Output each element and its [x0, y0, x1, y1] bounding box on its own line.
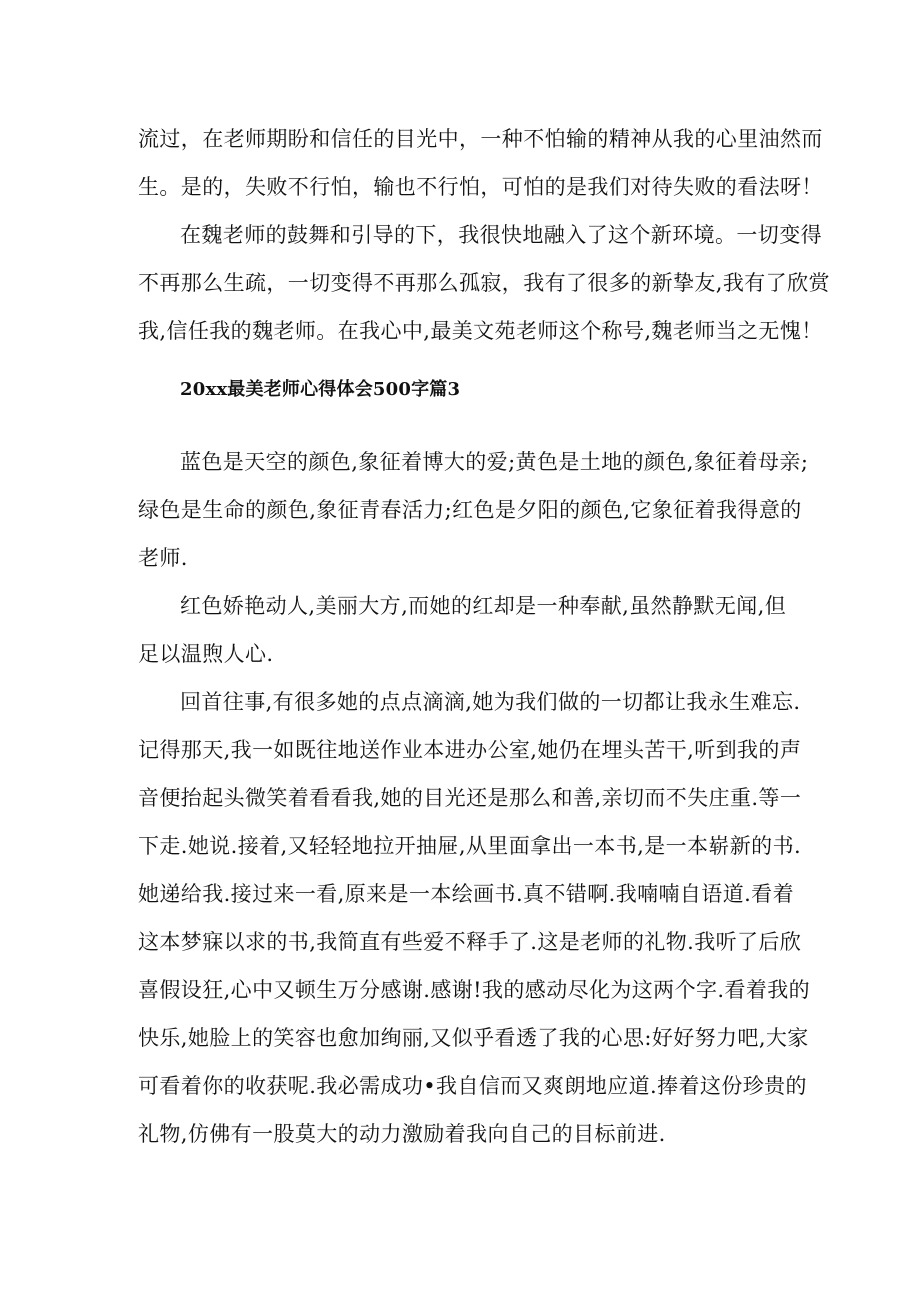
paragraph-line: 我,信任我的魏老师。在我心中,最美文苑老师这个称号,魏老师当之无愧！	[138, 319, 823, 343]
paragraph-line: 这本梦寐以求的书,我简直有些爱不释手了.这是老师的礼物.我听了后欣	[138, 930, 802, 954]
paragraph-line: 记得那天,我一如既往地送作业本进办公室,她仍在埋头苦干,听到我的声	[138, 738, 802, 762]
paragraph-line: 红色娇艳动人,美丽大方,而她的红却是一种奉献,虽然静默无闻,但	[180, 594, 787, 618]
section-heading: 20xx最美老师心得体会500字篇3	[180, 379, 461, 400]
paragraph-line: 足以温煦人心.	[138, 642, 274, 666]
paragraph-line: 回首往事,有很多她的点点滴滴,她为我们做的一切都让我永生难忘.	[180, 690, 801, 714]
paragraph-line: 下走.她说.接着,又轻轻地拉开抽屉,从里面拿出一本书,是一本崭新的书.	[138, 834, 802, 858]
paragraph-line: 生。是的，失败不行怕，输也不行怕，可怕的是我们对待失败的看法呀！	[138, 175, 823, 199]
paragraph-line: 蓝色是天空的颜色,象征着博大的爱;黄色是土地的颜色,象征着母亲;	[180, 450, 809, 474]
paragraph-line: 她递给我.接过来一看,原来是一本绘画书.真不错啊.我喃喃自语道.看着	[138, 882, 794, 906]
paragraph-line: 在魏老师的鼓舞和引导的下，我很快地融入了这个新环境。一切变得	[180, 223, 822, 247]
paragraph-line: 礼物,仿佛有一股莫大的动力激励着我向自己的目标前进.	[138, 1122, 666, 1146]
paragraph-line: 快乐,她脸上的笑容也愈加绚丽,又似乎看透了我的心思:好好努力吧,大家	[138, 1026, 809, 1050]
paragraph-line: 可看着你的收获呢.我必需成功•我自信而又爽朗地应道.捧着这份珍贵的	[138, 1074, 807, 1098]
paragraph-line: 老师.	[138, 546, 188, 570]
paragraph-line: 喜假设狂,心中又顿生万分感谢.感谢!我的感动尽化为这两个字.看着我的	[138, 978, 811, 1002]
paragraph-line: 不再那么生疏，一切变得不再那么孤寂，我有了很多的新挚友,我有了欣赏	[138, 271, 830, 295]
paragraph-line: 音便抬起头微笑着看看我,她的目光还是那么和善,亲切而不失庄重.等一	[138, 786, 802, 810]
paragraph-line: 流过，在老师期盼和信任的目光中，一种不怕输的精神从我的心里油然而	[138, 127, 823, 151]
paragraph-line: 绿色是生命的颜色,象征青春活力;红色是夕阳的颜色,它象征着我得意的	[138, 498, 802, 522]
